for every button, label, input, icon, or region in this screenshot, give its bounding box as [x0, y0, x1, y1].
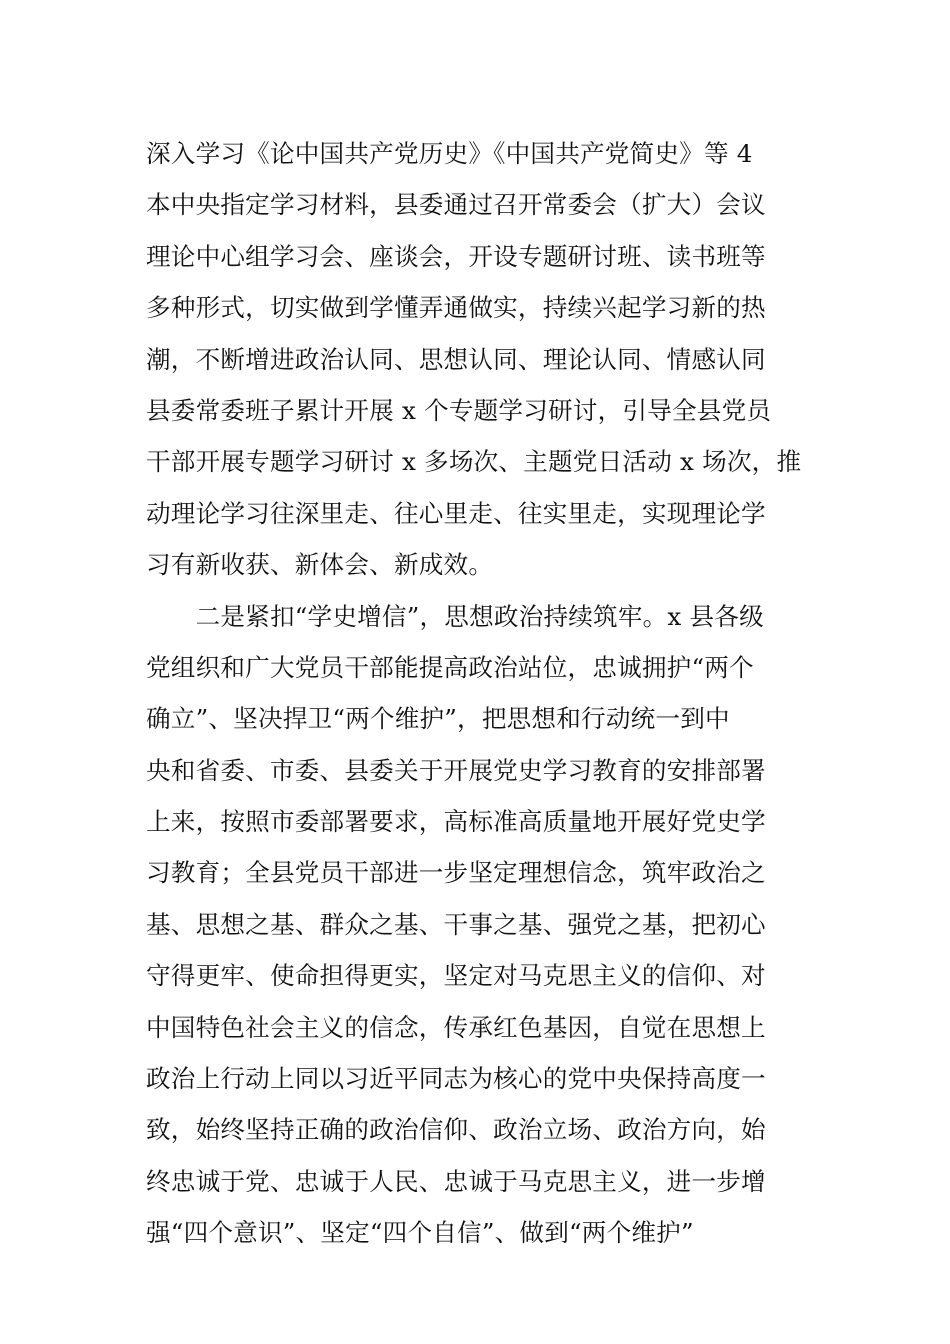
- text-line-8: 动理论学习往深里走、往心里走、往实里走，实现理论学: [146, 498, 766, 528]
- text-line-4: 多种形式，切实做到学懂弄通做实，持续兴起学习新的热: [146, 293, 766, 323]
- text-line-16: 基、思想之基、群众之基、干事之基、强党之基，把初心: [146, 909, 766, 939]
- text-line-1: 深入学习《论中国共产党历史》《中国共产党简史》等 4: [146, 139, 753, 168]
- text-line-20: 致，始终坚持正确的政治信仰、政治立场、政治方向，始: [146, 1115, 766, 1145]
- text-line-14: 上来，按照市委部署要求，高标准高质量地开展好党史学: [146, 807, 766, 837]
- text-line-6: 县委常委班子累计开展 x 个专题学习研讨，引导全县党员: [146, 395, 772, 425]
- text-line-10: 二是紧扣“学史增信”，思想政治持续筑牢。x 县各级: [146, 601, 764, 631]
- text-line-11: 党组织和广大党员干部能提高政治站位，忠诚拥护“两个: [146, 652, 754, 682]
- text-line-13: 央和省委、市委、县委关于开展党史学习教育的安排部署: [146, 755, 766, 785]
- text-line-2: 本中央指定学习材料，县委通过召开常委会（扩大）会议: [146, 190, 766, 220]
- document-body: [146, 128, 816, 1259]
- text-line-5: 潮，不断增进政治认同、思想认同、理论认同、情感认同: [146, 344, 766, 374]
- text-line-22: 强“四个意识”、坚定“四个自信”、做到“两个维护”: [146, 1218, 694, 1248]
- text-line-18: 中国特色社会主义的信念，传承红色基因，自觉在思想上: [146, 1012, 766, 1042]
- text-line-12: 确立”、坚决捍卫“两个维护”，把思想和行动统一到中: [146, 704, 730, 734]
- text-line-3: 理论中心组学习会、座谈会，开设专题研讨班、读书班等: [146, 241, 766, 271]
- text-line-17: 守得更牢、使命担得更实，坚定对马克思主义的信仰、对: [146, 961, 766, 991]
- text-line-19: 政治上行动上同以习近平同志为核心的党中央保持高度一: [146, 1064, 766, 1094]
- text-line-7: 干部开展专题学习研讨 x 多场次、主题党日活动 x 场次，推: [146, 447, 802, 477]
- text-line-15: 习教育；全县党员干部进一步坚定理想信念，筑牢政治之: [146, 858, 766, 888]
- text-line-9: 习有新收获、新体会、新成效。: [146, 550, 494, 580]
- text-line-21: 终忠诚于党、忠诚于人民、忠诚于马克思主义，进一步增: [146, 1166, 766, 1196]
